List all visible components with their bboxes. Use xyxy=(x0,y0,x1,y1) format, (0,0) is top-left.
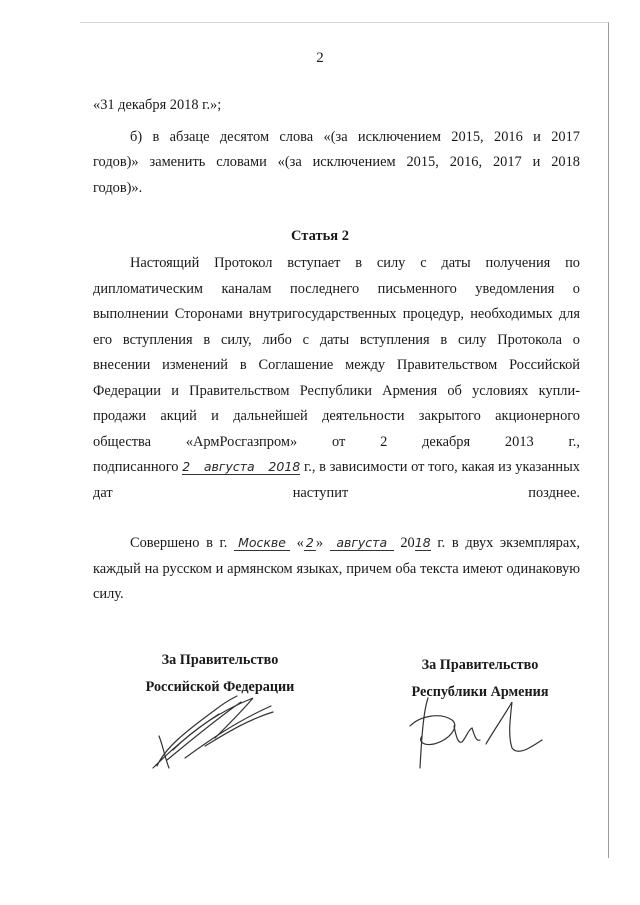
done-prefix: Совершено в г. xyxy=(130,535,228,551)
done-suffix: г. в двух экземплярах, каждый на русском и армянском языках, причем оба текста имеют одинаковую силу. xyxy=(93,535,580,602)
item-b-paragraph: б) в абзаце десятом слова «(за исключением 2015, 2016 и 2017 годов)» заменить словами «(за исключением 2015, 2016, 2017 и 2018 годов)». xyxy=(93,128,580,196)
article-2-paragraph: Настоящий Протокол вступает в силу с даты получения по дипломатическим каналам последнего письменного уведомления о выполнении Сторонами внутригосударственных процедур, необходимых для его вступления в силу, либо с даты вступления в силу Протокола о внесении изменений в Соглашение между Правительством Российской Федерации и Правительством Республики Армения об условиях купли-продажи акций и дальнейшей деятельности закрытого акционерного общества «АрмРосгазпром» от 2 декабря 2013 г., xyxy=(93,255,580,450)
quote-open: « xyxy=(296,535,304,551)
handwritten-signed-date: 2 августа 2018 xyxy=(182,459,301,474)
handwritten-year: 18 xyxy=(414,535,431,550)
article-2-body xyxy=(93,251,580,506)
quote-close: » xyxy=(315,535,324,551)
signature-russia xyxy=(145,688,295,778)
intro-line: «31 декабря 2018 г.»; xyxy=(93,97,222,113)
signatory-russia-line1: За Правительство xyxy=(161,652,279,668)
amendment-text xyxy=(93,93,580,201)
year-prefix: 20 xyxy=(400,535,415,551)
page-number: 2 xyxy=(316,50,324,66)
article-title: Статья 2 xyxy=(291,228,349,244)
done-line xyxy=(93,531,580,608)
handwritten-city: Москве xyxy=(234,536,290,551)
signatory-russia-line2: Российской Федерации xyxy=(145,679,295,695)
handwritten-day: 2 xyxy=(304,536,316,551)
done-paragraph xyxy=(93,531,580,608)
signature-armenia xyxy=(400,690,550,775)
signed-line xyxy=(93,455,580,506)
signatory-armenia-line2: Республики Армения xyxy=(411,684,549,700)
signed-suffix-start: г., в зависимости от того, какая из указанных дат наступит позднее. xyxy=(93,459,580,501)
signed-prefix: подписанного xyxy=(93,459,179,475)
signatory-armenia-line1: За Правительство xyxy=(421,657,539,673)
handwritten-month: августа xyxy=(330,536,394,551)
